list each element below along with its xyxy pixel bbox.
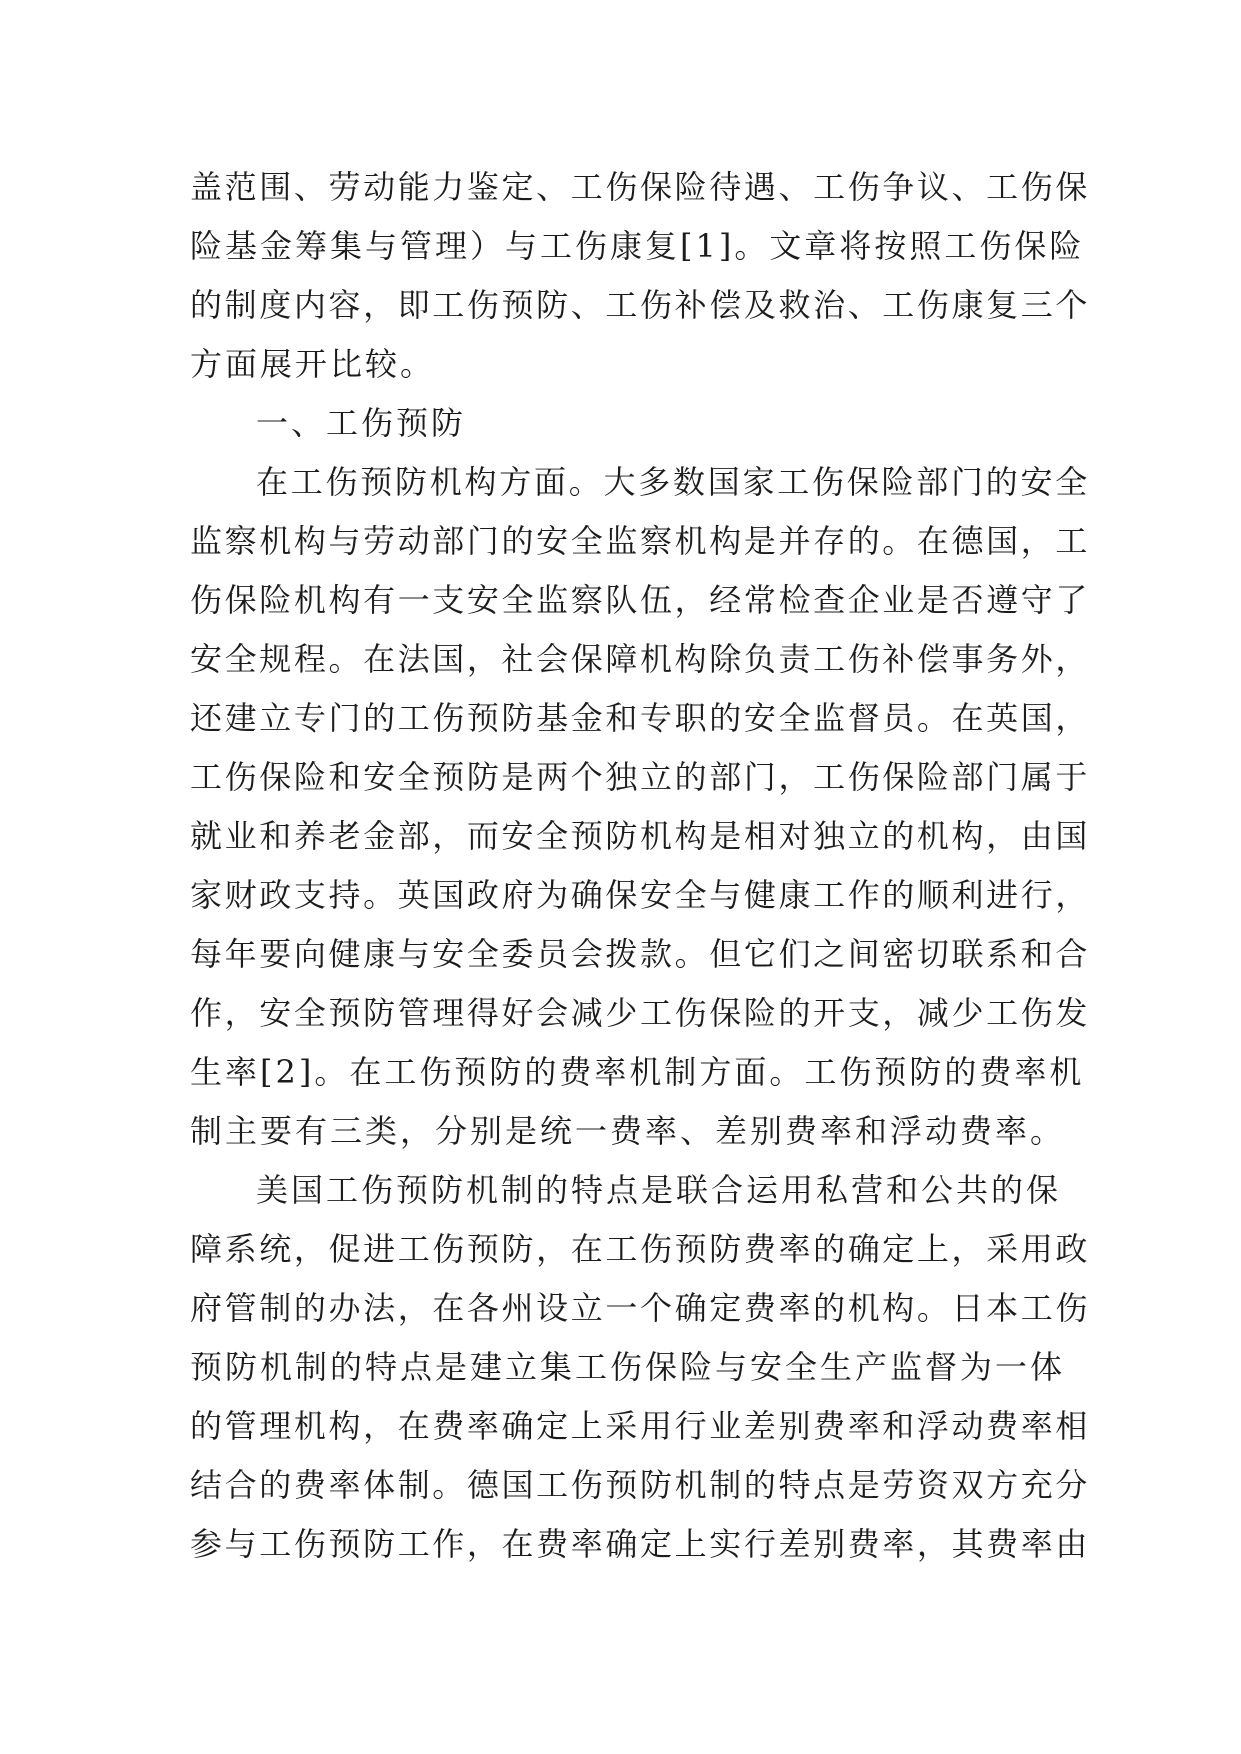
text-line: 结合的费率体制。德国工伤预防机制的特点是劳资双方充分 bbox=[190, 1466, 1091, 1504]
text-line: 监察机构与劳动部门的安全监察机构是并存的。在德国，工 bbox=[190, 522, 1091, 560]
text-line: 家财政支持。英国政府为确保安全与健康工作的顺利进行， bbox=[190, 876, 1091, 914]
body-text bbox=[190, 158, 1090, 1574]
text-line: 生率[2]。在工伤预防的费率机制方面。工伤预防的费率机 bbox=[190, 1053, 1085, 1091]
text-line: 制主要有三类，分别是统一费率、差别费率和浮动费率。 bbox=[190, 1112, 1066, 1150]
paragraph-start-line: 美国工伤预防机制的特点是联合运用私营和公共的保 bbox=[256, 1171, 1062, 1209]
text-line: 府管制的办法，在各州设立一个确定费率的机构。日本工伤 bbox=[190, 1289, 1091, 1327]
text-line: 伤保险机构有一支安全监察队伍，经常检查企业是否遵守了 bbox=[190, 581, 1091, 619]
text-line: 险基金筹集与管理）与工伤康复[1]。文章将按照工伤保险 bbox=[190, 227, 1085, 265]
text-line: 安全规程。在法国，社会保障机构除负责工伤补偿事务外， bbox=[190, 640, 1091, 678]
text-line: 还建立专门的工伤预防基金和专职的安全监督员。在英国， bbox=[190, 699, 1091, 737]
text-line: 参与工伤预防工作，在费率确定上实行差别费率，其费率由 bbox=[190, 1525, 1091, 1563]
text-line: 每年要向健康与安全委员会拨款。但它们之间密切联系和合 bbox=[190, 935, 1091, 973]
text-line: 障系统，促进工伤预防，在工伤预防费率的确定上，采用政 bbox=[190, 1230, 1091, 1268]
text-line: 预防机制的特点是建立集工伤保险与安全生产监督为一体 bbox=[190, 1348, 1066, 1386]
text-line: 作，安全预防管理得好会减少工伤保险的开支，减少工伤发 bbox=[190, 994, 1091, 1032]
text-line: 方面展开比较。 bbox=[190, 345, 436, 383]
paragraph-start-line: 在工伤预防机构方面。大多数国家工伤保险部门的安全 bbox=[256, 463, 1091, 501]
text-line: 的管理机构，在费率确定上采用行业差别费率和浮动费率相 bbox=[190, 1407, 1091, 1445]
text-line: 盖范围、劳动能力鉴定、工伤保险待遇、工伤争议、工伤保 bbox=[190, 168, 1091, 206]
text-line: 工伤保险和安全预防是两个独立的部门，工伤保险部门属于 bbox=[190, 758, 1091, 796]
text-line: 就业和养老金部，而安全预防机构是相对独立的机构，由国 bbox=[190, 817, 1091, 855]
paragraph-start-line: 一、工伤预防 bbox=[256, 404, 467, 442]
text-line: 的制度内容，即工伤预防、工伤补偿及救治、工伤康复三个 bbox=[190, 286, 1091, 324]
